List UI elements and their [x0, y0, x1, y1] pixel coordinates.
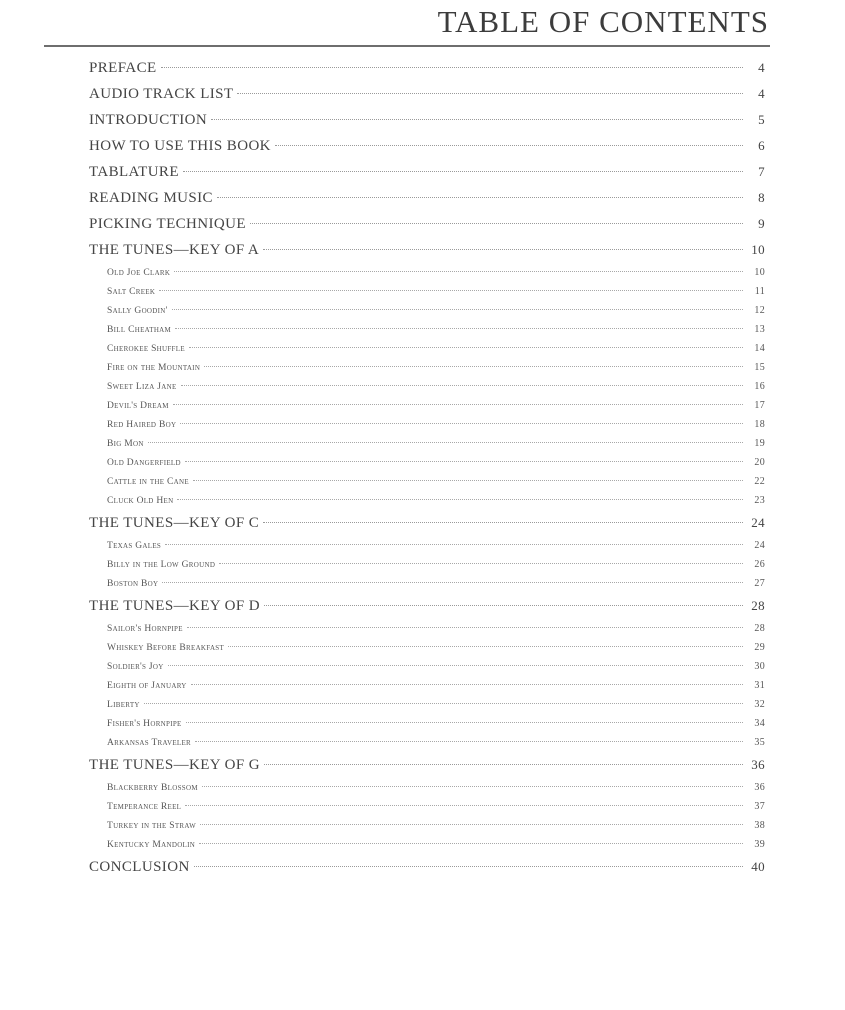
toc-entry-title: CONCLUSION — [89, 859, 190, 875]
dot-leader — [217, 197, 743, 198]
toc-tune-entry — [89, 377, 765, 396]
toc-page-number: 9 — [758, 216, 765, 231]
toc-tune-entry — [89, 263, 765, 282]
toc-entry-title: PREFACE — [89, 60, 157, 76]
toc-tune-entry — [89, 320, 765, 339]
toc-tune-entry — [89, 339, 765, 358]
toc-page-number: 36 — [754, 782, 765, 793]
toc-page-number: 37 — [754, 801, 765, 812]
toc-entry-title: Salt Creek — [107, 287, 156, 297]
toc-entry-title: THE TUNES—KEY OF G — [89, 757, 260, 773]
toc-tune-entry — [89, 282, 765, 301]
toc-page-number: 14 — [754, 343, 765, 354]
toc-entry-title: THE TUNES—KEY OF D — [89, 598, 260, 614]
toc-entry-title: Arkansas Traveler — [107, 738, 192, 748]
dot-leader — [264, 605, 743, 606]
toc-entry-title: Big Mon — [107, 439, 144, 449]
toc-entry-title: THE TUNES—KEY OF A — [89, 242, 260, 258]
toc-page-number: 20 — [754, 457, 765, 468]
toc-page-number: 22 — [754, 476, 765, 487]
dot-leader — [195, 741, 743, 742]
toc-page-number: 34 — [754, 718, 765, 729]
toc-tune-entry — [89, 619, 765, 638]
dot-leader — [237, 93, 743, 94]
toc-page-number: 38 — [754, 820, 765, 831]
toc-page-number: 27 — [754, 578, 765, 589]
dot-leader — [187, 627, 743, 628]
toc-tune-entry — [89, 472, 765, 491]
dot-leader — [174, 271, 743, 272]
toc-page-number: 39 — [754, 839, 765, 850]
toc-tune-entry — [89, 396, 765, 415]
toc-section-entry — [89, 752, 765, 778]
dot-leader — [211, 119, 743, 120]
toc-page-number: 12 — [754, 305, 765, 316]
toc-entry-title: Bill Cheatham — [107, 325, 172, 335]
toc-section-entry — [89, 159, 765, 185]
toc-tune-entry — [89, 778, 765, 797]
toc-page-number: 40 — [751, 859, 765, 874]
toc-page-number: 13 — [754, 324, 765, 335]
toc-entry-title: Red Haired Boy — [107, 420, 177, 430]
toc-tune-entry — [89, 301, 765, 320]
toc-tune-entry — [89, 453, 765, 472]
toc-tune-entry — [89, 733, 765, 752]
dot-leader — [275, 145, 743, 146]
toc-page-number: 4 — [758, 60, 765, 75]
toc-page-number: 6 — [758, 138, 765, 153]
toc-tune-entry — [89, 797, 765, 816]
toc-page-number: 4 — [758, 86, 765, 101]
dot-leader — [177, 499, 743, 500]
toc-page-number: 15 — [754, 362, 765, 373]
toc-section-entry — [89, 510, 765, 536]
toc-entry-title: THE TUNES—KEY OF C — [89, 515, 260, 531]
dot-leader — [165, 544, 743, 545]
toc-entry-title: Kentucky Mandolin — [107, 840, 196, 850]
toc-entry-title: INTRODUCTION — [89, 112, 208, 128]
toc-page-number: 18 — [754, 419, 765, 430]
dot-leader — [173, 404, 743, 405]
toc-entry-title: Sweet Liza Jane — [107, 382, 177, 392]
toc-section-entry — [89, 854, 765, 880]
toc-page-number: 23 — [754, 495, 765, 506]
toc-page-number: 8 — [758, 190, 765, 205]
dot-leader — [185, 805, 743, 806]
dot-leader — [175, 328, 743, 329]
dot-leader — [193, 480, 743, 481]
toc-page-number: 35 — [754, 737, 765, 748]
table-of-contents — [89, 55, 765, 880]
toc-entry-title: Soldier's Joy — [107, 662, 164, 672]
dot-leader — [228, 646, 743, 647]
dot-leader — [199, 843, 743, 844]
toc-tune-entry — [89, 816, 765, 835]
dot-leader — [162, 582, 743, 583]
toc-entry-title: Eighth of January — [107, 681, 187, 691]
toc-page-number: 26 — [754, 559, 765, 570]
toc-page-number: 17 — [754, 400, 765, 411]
dot-leader — [264, 764, 743, 765]
toc-entry-title: Boston Boy — [107, 579, 159, 589]
toc-entry-title: Old Joe Clark — [107, 268, 171, 278]
dot-leader — [202, 786, 743, 787]
toc-entry-title: TABLATURE — [89, 164, 179, 180]
toc-entry-title: Cluck Old Hen — [107, 496, 174, 506]
toc-entry-title: AUDIO TRACK LIST — [89, 86, 234, 102]
toc-tune-entry — [89, 714, 765, 733]
dot-leader — [185, 461, 743, 462]
toc-tune-entry — [89, 638, 765, 657]
toc-entry-title: Blackberry Blossom — [107, 783, 198, 793]
dot-leader — [189, 347, 743, 348]
toc-tune-entry — [89, 555, 765, 574]
toc-entry-title: Old Dangerfield — [107, 458, 181, 468]
toc-page-number: 19 — [754, 438, 765, 449]
toc-entry-title: HOW TO USE THIS BOOK — [89, 138, 271, 154]
dot-leader — [183, 171, 743, 172]
toc-entry-title: Billy in the Low Ground — [107, 560, 216, 570]
toc-section-entry — [89, 55, 765, 81]
toc-page-number: 10 — [751, 242, 765, 257]
toc-tune-entry — [89, 491, 765, 510]
dot-leader — [148, 442, 743, 443]
dot-leader — [200, 824, 743, 825]
toc-page-number: 30 — [754, 661, 765, 672]
dot-leader — [219, 563, 743, 564]
toc-tune-entry — [89, 415, 765, 434]
dot-leader — [181, 385, 743, 386]
toc-entry-title: Turkey in the Straw — [107, 821, 197, 831]
toc-page-number: 29 — [754, 642, 765, 653]
dot-leader — [172, 309, 743, 310]
dot-leader — [161, 67, 743, 68]
toc-entry-title: Liberty — [107, 700, 140, 710]
toc-page-number: 28 — [754, 623, 765, 634]
toc-tune-entry — [89, 695, 765, 714]
dot-leader — [263, 249, 743, 250]
toc-entry-title: Fire on the Mountain — [107, 363, 201, 373]
toc-page-number: 16 — [754, 381, 765, 392]
toc-entry-title: Texas Gales — [107, 541, 162, 551]
toc-entry-title: READING MUSIC — [89, 190, 213, 206]
toc-tune-entry — [89, 536, 765, 555]
dot-leader — [168, 665, 743, 666]
toc-tune-entry — [89, 676, 765, 695]
toc-entry-title: Whiskey Before Breakfast — [107, 643, 225, 653]
toc-section-entry — [89, 107, 765, 133]
toc-page-number: 32 — [754, 699, 765, 710]
dot-leader — [159, 290, 743, 291]
toc-tune-entry — [89, 434, 765, 453]
dot-leader — [194, 866, 743, 867]
toc-section-entry — [89, 593, 765, 619]
toc-entry-title: Temperance Reel — [107, 802, 182, 812]
toc-section-entry — [89, 185, 765, 211]
toc-entry-title: Cherokee Shuffle — [107, 344, 185, 354]
toc-section-entry — [89, 133, 765, 159]
toc-entry-title: Sailor's Hornpipe — [107, 624, 183, 634]
toc-entry-title: Devil's Dream — [107, 401, 169, 411]
toc-entry-title: Cattle in the Cane — [107, 477, 189, 487]
dot-leader — [250, 223, 743, 224]
title-rule — [44, 45, 770, 47]
toc-tune-entry — [89, 657, 765, 676]
dot-leader — [191, 684, 743, 685]
dot-leader — [186, 722, 743, 723]
toc-tune-entry — [89, 574, 765, 593]
toc-page-number: 24 — [751, 515, 765, 530]
toc-page-number: 7 — [758, 164, 765, 179]
toc-entry-title: Sally Goodin' — [107, 306, 168, 316]
toc-page-number: 31 — [754, 680, 765, 691]
dot-leader — [204, 366, 743, 367]
toc-tune-entry — [89, 358, 765, 377]
toc-page-number: 10 — [754, 267, 765, 278]
toc-page-number: 5 — [758, 112, 765, 127]
toc-entry-title: PICKING TECHNIQUE — [89, 216, 246, 232]
dot-leader — [263, 522, 743, 523]
toc-section-entry — [89, 237, 765, 263]
page-title: TABLE OF CONTENTS — [437, 4, 769, 39]
toc-section-entry — [89, 211, 765, 237]
toc-entry-title: Fisher's Hornpipe — [107, 719, 182, 729]
toc-page-number: 11 — [754, 286, 765, 297]
toc-page-number: 24 — [754, 540, 765, 551]
toc-page-number: 36 — [751, 757, 765, 772]
dot-leader — [180, 423, 743, 424]
dot-leader — [144, 703, 743, 704]
toc-page-number: 28 — [751, 598, 765, 613]
toc-tune-entry — [89, 835, 765, 854]
toc-section-entry — [89, 81, 765, 107]
